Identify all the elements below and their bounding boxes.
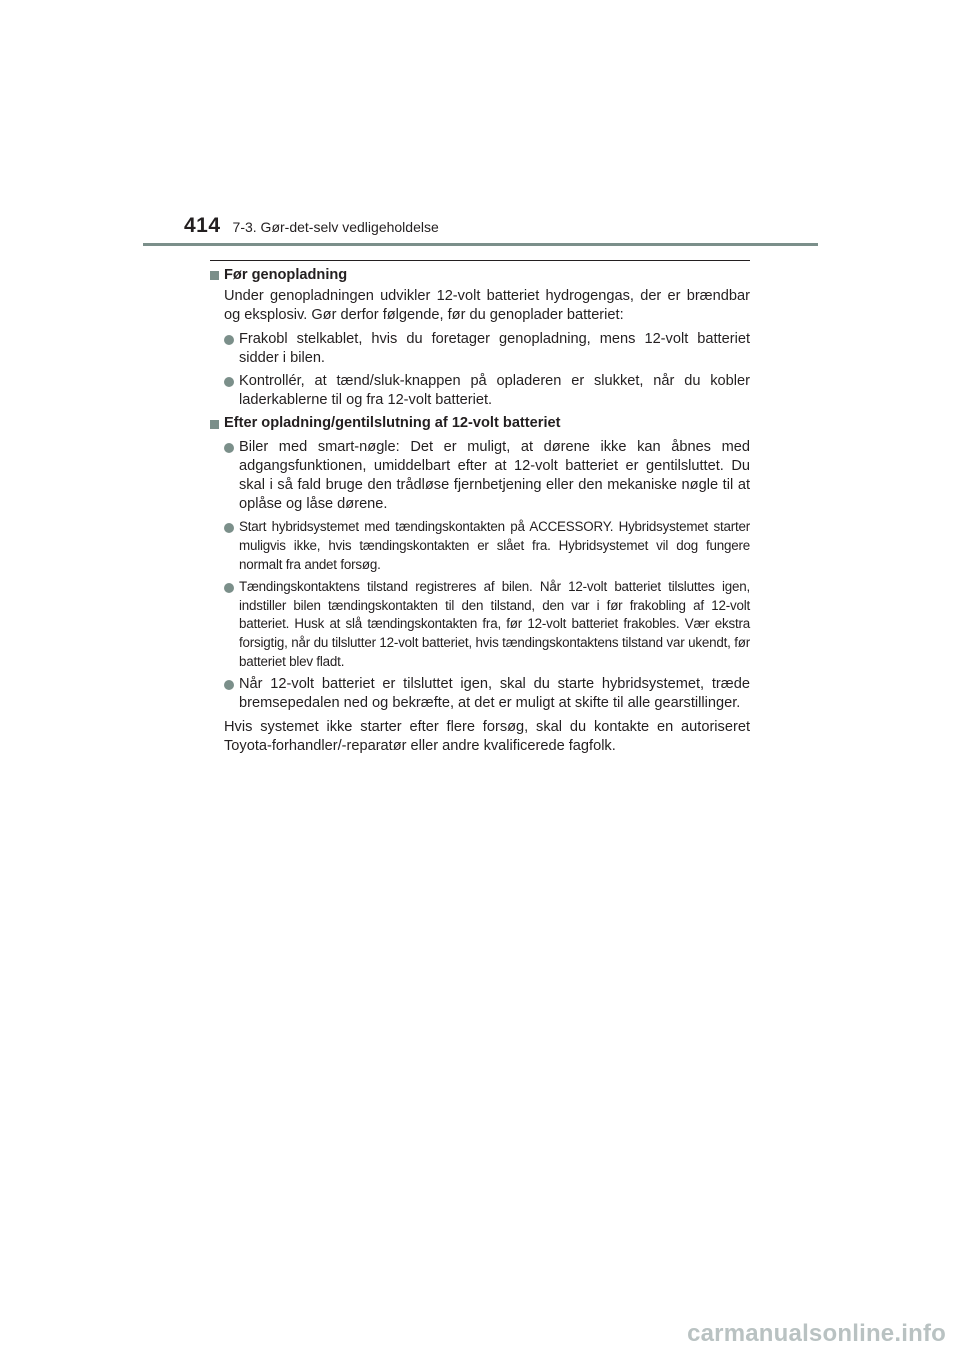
page-header xyxy=(184,214,439,238)
round-bullet-icon xyxy=(224,335,234,345)
list-item xyxy=(210,518,750,574)
round-bullet-icon xyxy=(224,680,234,690)
heading-text: Før genopladning xyxy=(224,267,348,283)
round-bullet-icon xyxy=(224,583,234,593)
section-heading xyxy=(210,414,750,433)
page-content xyxy=(210,266,750,756)
round-bullet-icon xyxy=(224,443,234,453)
list-item xyxy=(210,330,750,368)
list-item-text: Tændingskontaktens tilstand registreres af bilen. Når 12-volt batteriet tilsluttes igen, indstiller bilen tændingskontakten til den tilstand, den var i før frakobling af 12-volt batteriet. Husk at slå tændingskontakten fra, før 12-volt batteriet frakobles. Vær ekstra forsigtig, når du tilslutter 12-volt batteriet, hvis tændingskontaktens tilstand var ukendt, før batteriet blev fladt. xyxy=(239,579,750,669)
list-item xyxy=(210,438,750,515)
square-bullet-icon xyxy=(210,420,219,429)
list-item-text: Biler med smart-nøgle: Det er muligt, at dørene ikke kan åbnes med adgangsfunktionen, umiddelbart efter at 12-volt batteriet er gentilsluttet. Du skal i så fald bruge den trådløse fjernbetjening eller den mekaniske nøgle til at oplåse og låse dørene. xyxy=(239,438,750,513)
closing-paragraph: Hvis systemet ikke starter efter flere forsøg, skal du kontakte en autoriseret Toyota-forhandler/-reparatør eller andre kvalificerede fagfolk. xyxy=(224,718,750,754)
list-item-text: Kontrollér, at tænd/sluk-knappen på opladeren er slukket, når du kobler laderkablerne til og fra 12-volt batteriet. xyxy=(239,373,750,409)
page-number: 414 xyxy=(184,214,221,237)
list-item-text: Når 12-volt batteriet er tilsluttet igen, skal du starte hybridsystemet, træde bremsepedalen ned og bekræfte, at det er muligt at skifte til alle gearstillinger. xyxy=(239,676,750,712)
section-title: 7-3. Gør-det-selv vedligeholdelse xyxy=(232,219,439,235)
section-heading xyxy=(210,266,750,285)
round-bullet-icon xyxy=(224,377,234,387)
header-rule xyxy=(143,243,818,246)
list-item xyxy=(210,675,750,713)
square-bullet-icon xyxy=(210,271,219,280)
heading-text: Efter opladning/gentilslutning af 12-volt batteriet xyxy=(224,415,561,432)
list-item xyxy=(210,578,750,671)
round-bullet-icon xyxy=(224,523,234,533)
content-top-rule xyxy=(210,260,750,261)
watermark-logo: carmanualsonline.info xyxy=(687,1320,946,1347)
list-item-text: Frakobl stelkablet, hvis du foretager genopladning, mens 12-volt batteriet sidder i bilen. xyxy=(239,330,750,366)
intro-paragraph: Under genopladningen udvikler 12-volt batteriet hydrogengas, der er brændbar og eksplosiv. Gør derfor følgende, før du genoplader batteriet: xyxy=(224,288,750,324)
list-item xyxy=(210,372,750,410)
list-item-text: Start hybridsystemet med tændingskontakten på ACCESSORY. Hybridsystemet starter muligvis ikke, hvis tændingskontakten er slået fra. Hybridsystemet vil dog fungere normalt fra andet forsøg. xyxy=(239,519,750,572)
